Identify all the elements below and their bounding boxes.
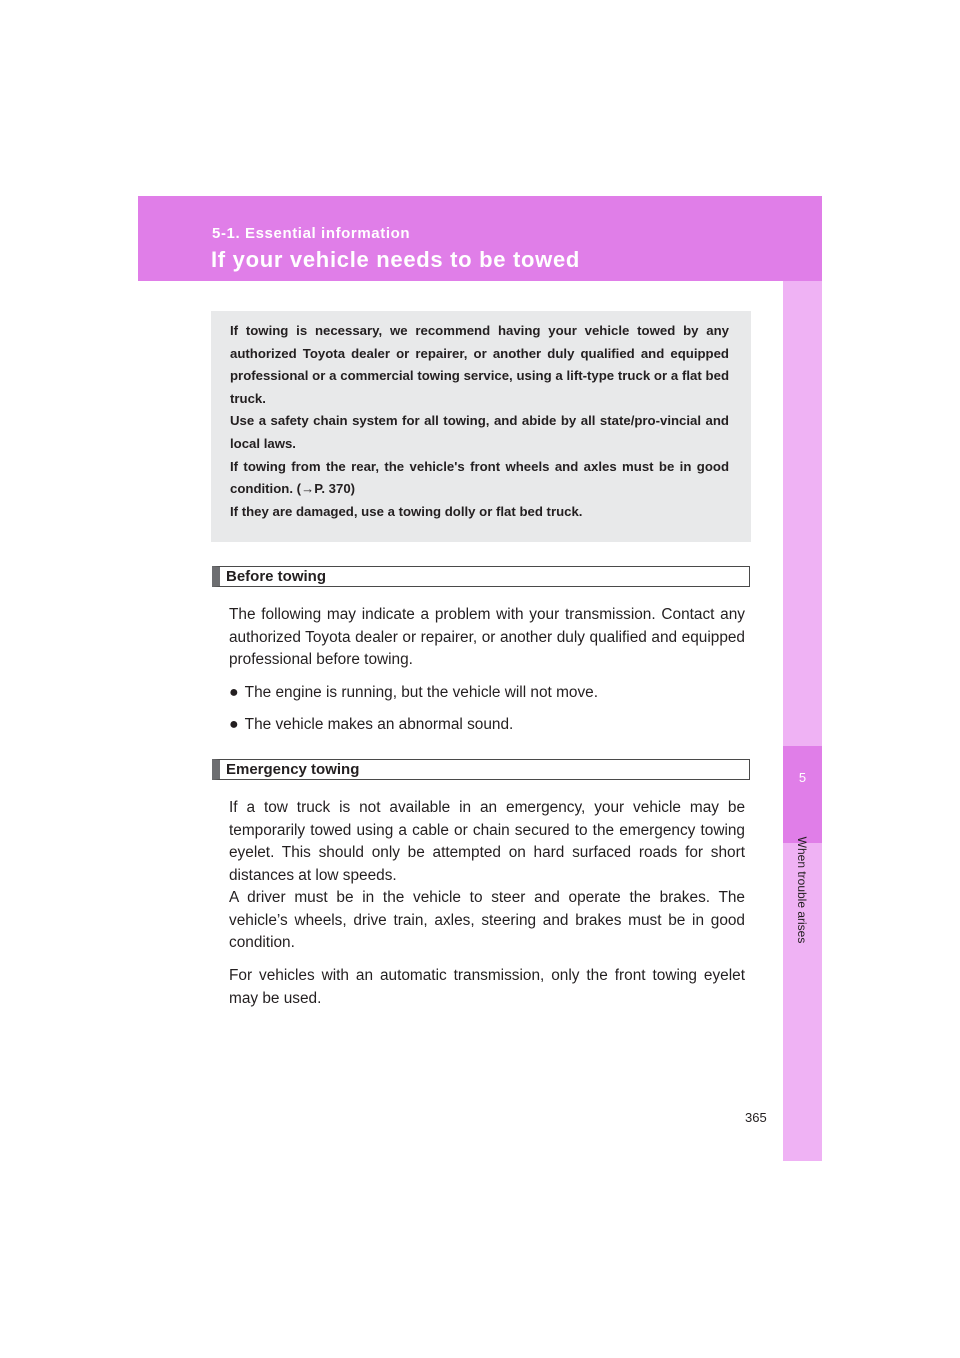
side-tab — [783, 281, 822, 1161]
emergency-towing-paragraph: A driver must be in the vehicle to steer and operate the brakes. The vehicle’s wheels, drive train, axles, steering and brakes must be in good condition. — [229, 889, 745, 952]
intro-line: If towing is necessary, we recommend having your vehicle towed by any authorized Toyota dealer or repairer, or another duly qualified and equipped professional or a commercial towing service, using a lift-type truck or a flat bed truck. — [230, 323, 729, 406]
intro-line: Use a safety chain system for all towing, and abide by all state/pro-vincial and local laws. — [230, 413, 729, 451]
intro-line: If they are damaged, use a towing dolly or flat bed truck. — [230, 503, 583, 519]
bullet-text: The engine is running, but the vehicle will not move. — [244, 684, 599, 701]
intro-line: If towing from the rear, the vehicle's front wheels and axles must be in good condition. (→P. 370) — [230, 458, 729, 497]
bullet-icon: ● — [229, 716, 239, 733]
before-towing-heading: Before towing — [212, 566, 750, 587]
chapter-number: 5 — [798, 770, 807, 785]
bullet-item — [229, 714, 513, 737]
emergency-towing-paragraph: If a tow truck is not available in an emergency, your vehicle may be temporarily towed using a cable or chain secured to the emergency towing eyelet. This should only be attempted on hard surfaced roads for short distances at low speeds. — [229, 799, 745, 884]
chapter-title-text: When trouble arises — [795, 836, 809, 944]
bullet-item — [229, 682, 598, 705]
chapter-tab-active[interactable] — [783, 746, 822, 843]
section-label: 5-1. Essential information — [212, 225, 411, 242]
before-towing-paragraph: The following may indicate a problem with your transmission. Contact any authorized Toyota dealer or repairer, or another duly qualified and equipped professional before towing. — [229, 606, 745, 669]
intro-box — [211, 311, 751, 542]
emergency-towing-paragraph: For vehicles with an automatic transmission, only the front towing eyelet may be used. — [229, 967, 745, 1007]
bullet-icon: ● — [229, 684, 239, 701]
page-number: 365 — [745, 1110, 767, 1125]
page-title: If your vehicle needs to be towed — [211, 247, 581, 272]
bullet-text: The vehicle makes an abnormal sound. — [244, 716, 514, 733]
emergency-towing-heading: Emergency towing — [212, 759, 750, 780]
